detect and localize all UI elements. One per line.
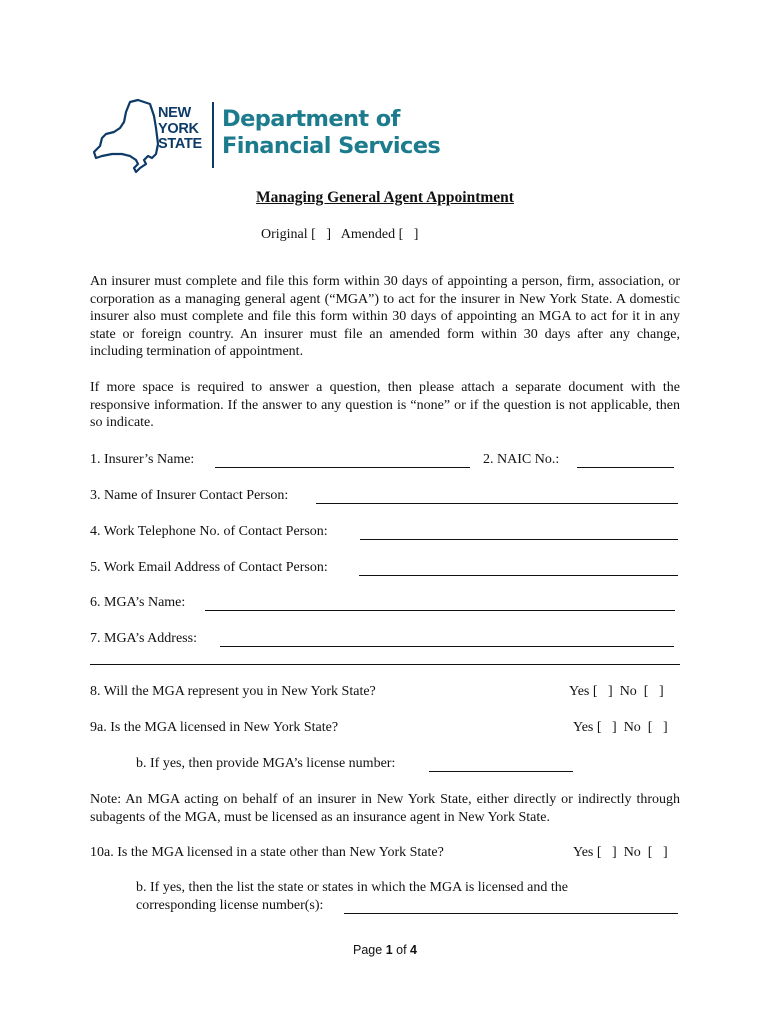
row-q4 (90, 524, 680, 542)
logo-divider (212, 102, 214, 168)
insurer-name-field[interactable] (215, 467, 470, 468)
naic-no-field[interactable] (577, 467, 674, 468)
work-telephone-field[interactable] (360, 539, 678, 540)
space-note-paragraph: If more space is required to answer a question, then please attach a separate document with the responsive information. If the answer to any question is “none” or if the question is not applicable, then so indicate. (90, 380, 680, 431)
dfs-logo (92, 98, 441, 176)
work-email-field[interactable] (359, 575, 678, 576)
row-q6 (90, 595, 680, 613)
licensing-note: Note: An MGA acting on behalf of an insurer in New York State, either directly or indirectly through subagents of the MGA, must be licensed as an insurance agent in New York State. (90, 792, 680, 825)
insurer-name-label: 1. Insurer’s Name: (90, 452, 195, 467)
mga-address-field-line2[interactable] (90, 664, 680, 665)
licensed-ny-yes-no[interactable]: Yes [ ] No [ ] (573, 720, 668, 735)
licensed-ny-label: 9a. Is the MGA licensed in New York State? (90, 720, 339, 735)
row-q10b-2 (90, 898, 680, 916)
page-number: 1 (385, 943, 393, 957)
contact-person-field[interactable] (316, 503, 678, 504)
mga-address-label: 7. MGA’s Address: (90, 631, 197, 646)
row-q7-cont (90, 649, 680, 667)
row-q7 (90, 631, 680, 649)
logo-department-text: Department of Financial Services (222, 106, 441, 159)
work-telephone-label: 4. Work Telephone No. of Contact Person: (90, 524, 328, 539)
contact-person-label: 3. Name of Insurer Contact Person: (90, 488, 289, 503)
form-title: Managing General Agent Appointment (256, 189, 514, 206)
licensed-other-state-label: 10a. Is the MGA licensed in a state other than New York State? (90, 845, 444, 860)
other-states-licenses-field[interactable] (344, 913, 678, 914)
represent-ny-label: 8. Will the MGA represent you in New York State? (90, 684, 376, 699)
logo-state-text: NEW YORK STATE (158, 105, 202, 152)
row-q10b-1 (90, 880, 680, 898)
row-q1-q2 (90, 452, 680, 470)
other-states-label: b. If yes, then the list the state or states in which the MGA is licensed and the (136, 880, 568, 895)
row-q5 (90, 560, 680, 578)
ny-license-number-field[interactable] (429, 771, 573, 772)
of-word: of (396, 943, 407, 957)
other-license-numbers-label: corresponding license number(s): (136, 898, 324, 913)
row-q9b (90, 756, 680, 774)
page-footer (0, 943, 770, 957)
mga-address-field-line1[interactable] (220, 646, 674, 647)
licensed-other-state-yes-no[interactable]: Yes [ ] No [ ] (573, 845, 668, 860)
original-amended-checkboxes[interactable]: Original [ ] Amended [ ] (261, 227, 419, 242)
page-word: Page (353, 943, 383, 957)
naic-no-label: 2. NAIC No.: (483, 452, 560, 467)
row-q9a (90, 720, 680, 738)
intro-paragraph: An insurer must complete and file this form within 30 days of appointing a person, firm, association, or corporation as a managing general agent (“MGA”) to act for the insurer in New York State. A domestic insurer also must complete and file this form within 30 days of appointing an MGA to act for it in any state or foreign country. An insurer must file an amended form within 30 days after any change, including termination of appointment. (90, 274, 680, 360)
represent-ny-yes-no[interactable]: Yes [ ] No [ ] (569, 684, 664, 699)
row-q10a (90, 845, 680, 863)
ny-license-number-label: b. If yes, then provide MGA’s license number: (136, 756, 396, 771)
row-q8 (90, 684, 680, 702)
page-total: 4 (410, 943, 417, 957)
new-york-state-map-icon (92, 98, 162, 174)
row-q3 (90, 488, 680, 506)
mga-name-field[interactable] (205, 610, 675, 611)
work-email-label: 5. Work Email Address of Contact Person: (90, 560, 328, 575)
mga-name-label: 6. MGA’s Name: (90, 595, 186, 610)
